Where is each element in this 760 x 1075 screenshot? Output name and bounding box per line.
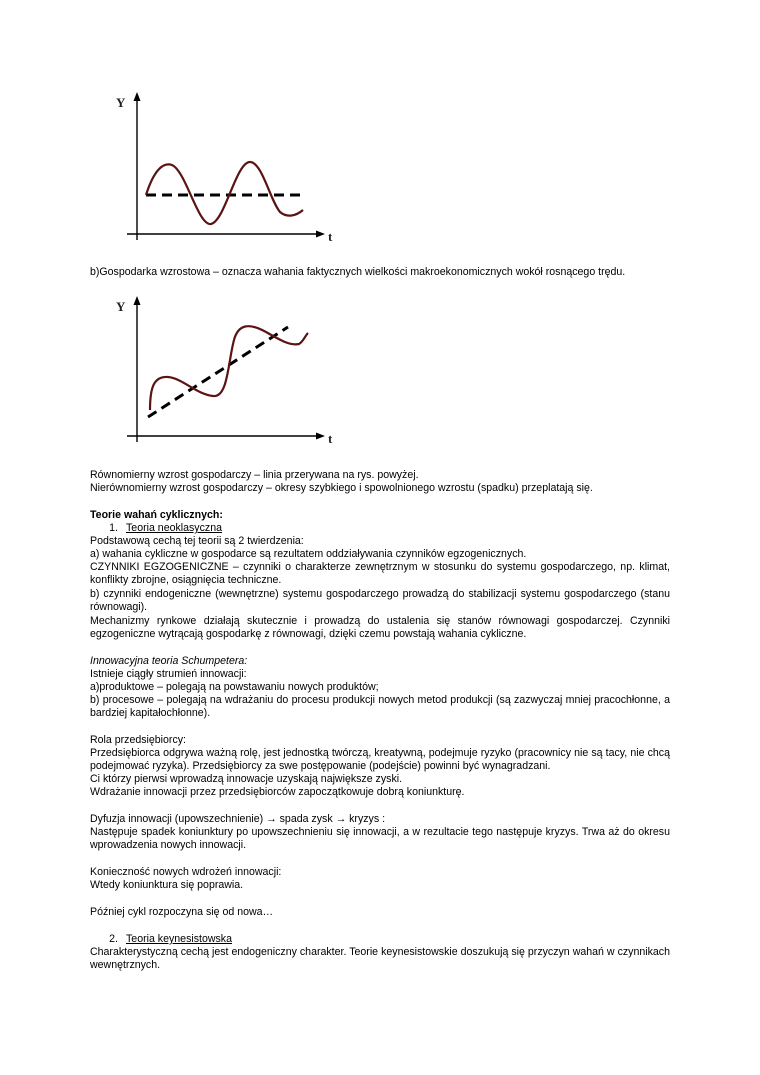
spada-zysk-text: spada zysk <box>279 813 333 825</box>
y-axis-label: Y <box>116 95 126 110</box>
y-axis-arrowhead-icon <box>134 92 141 101</box>
arrow-right-icon: → <box>335 813 347 825</box>
list-item-title: Teoria keynesistowska <box>126 933 232 945</box>
paragraph-gospodarka-wzrostowa: b)Gospodarka wzrostowa – oznacza wahania faktycznych wielkości makroekonomicznych wokół rosnącego trędu. <box>90 266 626 278</box>
list-number: 1. <box>109 522 118 534</box>
x-axis-label: t <box>328 229 333 244</box>
paragraph-podstawowa: Podstawową cechą tej teorii są 2 twierdzenia: <box>90 535 304 547</box>
paragraph-mechanizmy: Mechanizmy rynkowe działają skutecznie i prowadzą do ustalenia się stanów równowagi gospodarczej. Czynniki egzogeniczne wytrącają gospodarkę z równowagi, dzięki czemu powstają wahania cykliczne. <box>90 615 670 641</box>
paragraph-dyfuzja <box>90 813 670 826</box>
paragraph-koniecznosc: Konieczność nowych wdrożeń innowacji: <box>90 866 282 878</box>
paragraph-point-a: a) wahania cykliczne w gospodarce są rezultatem oddziaływania czynników egzogenicznych. <box>90 548 527 560</box>
paragraph-czynniki-egzogeniczne: CZYNNIKI EGZOGENICZNE – czynniki o charakterze zewnętrznym w stosunku do systemu gospodarczego, np. klimat, konflikty zbrojne, osiągnięcia techniczne. <box>90 561 670 587</box>
list-item-teoria-keynesistowska <box>90 933 670 946</box>
kryzys-text: kryzys : <box>349 813 386 825</box>
paragraph-ci-ktorzy: Ci którzy pierwsi wprowadzą innowacje uzyskają największe zyski. <box>90 773 403 785</box>
list-item-teoria-neoklasyczna <box>90 522 670 535</box>
paragraph-istnieje: Istnieje ciągły strumień innowacji: <box>90 668 247 680</box>
paragraph-wtedy: Wtedy koniunktura się poprawia. <box>90 879 244 891</box>
section-heading-schumpeter: Innowacyjna teoria Schumpetera: <box>90 655 248 667</box>
arrow-right-icon: → <box>266 813 277 825</box>
figure-stationary-cycle <box>110 88 350 248</box>
paragraph-procesowe: b) procesowe – polegają na wdrażaniu do procesu produkcji nowych metod produkcji (są zazwyczaj mniej pracochłonne, a bardziej kapitałochłonne). <box>90 694 670 720</box>
paragraph-rola: Rola przedsiębiorcy: <box>90 734 186 746</box>
paragraph-pozniej: Później cykl rozpoczyna się od nowa… <box>90 906 274 918</box>
list-item-title: Teoria neoklasyczna <box>126 522 222 534</box>
figure-growth-cycle <box>110 292 350 452</box>
cycle-curve <box>146 162 303 224</box>
y-axis-arrowhead-icon <box>134 296 141 305</box>
x-axis-arrowhead-icon <box>316 433 325 440</box>
cycle-curve <box>150 326 308 410</box>
paragraph-point-b: b) czynniki endogeniczne (wewnętrzne) systemu gospodarczego prowadzą do stabilizacji systemu gospodarczego (stanu równowagi). <box>90 588 670 614</box>
list-number: 2. <box>109 933 118 945</box>
paragraph-charakterystyczna: Charakterystyczną cechą jest endogeniczny charakter. Teorie keynesistowskie doszukują się przyczyn wahań w czynnikach wewnętrznych. <box>90 946 670 972</box>
x-axis-arrowhead-icon <box>316 231 325 238</box>
paragraph-nastepuje: Następuje spadek koniunktury po upowszechnieniu się innowacji, a w rezultacie tego następuje kryzys. Trwa aż do okresu wprowadzenia nowych innowacji. <box>90 826 670 852</box>
y-axis-label: Y <box>116 299 126 314</box>
paragraph-rownomierny: Równomierny wzrost gospodarczy – linia przerywana na rys. powyżej. <box>90 469 419 481</box>
x-axis-label: t <box>328 431 333 446</box>
paragraph-wdrazanie: Wdrażanie innowacji przez przedsiębiorców zapoczątkowuje dobrą koniunkturę. <box>90 786 465 798</box>
paragraph-przedsiebiorca: Przedsiębiorca odgrywa ważną rolę, jest jednostką twórczą, kreatywną, podejmuje ryzyko (pracownicy nie są tacy, nie chcą podejmować ryzyka). Przedsiębiorcy za swe postępowanie (podejście) powinni być wynagradzani. <box>90 747 670 773</box>
section-heading-teorie: Teorie wahań cyklicznych: <box>90 509 223 521</box>
paragraph-produktowe: a)produktowe – polegają na powstawaniu nowych produktów; <box>90 681 379 693</box>
paragraph-nierownomierny: Nierównomierny wzrost gospodarczy – okresy szybkiego i spowolnionego wzrostu (spadku) przeplatają się. <box>90 482 593 494</box>
trend-line <box>148 327 288 417</box>
dyfuzja-text: Dyfuzja innowacji (upowszechnienie) <box>90 813 264 825</box>
